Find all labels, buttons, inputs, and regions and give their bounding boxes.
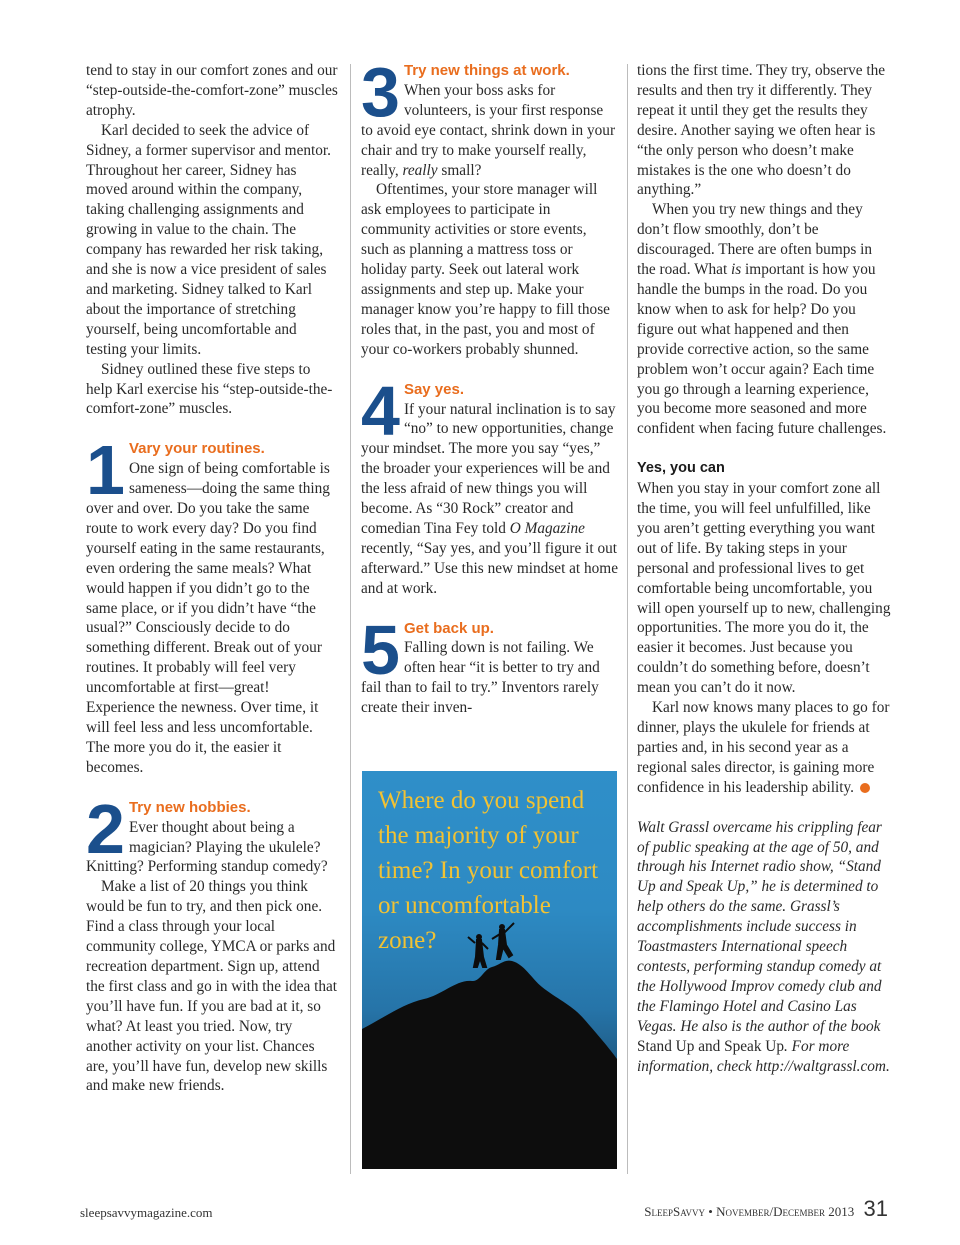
paragraph: If your natural inclination is to say “no” to new opportunities, change your mindset. The more you say “yes,” the broader your experiences will be and the less afraid of new things you will become. As “30 Rock” creator and comedian Tina Fey told O Magazine recently, “Say yes, and you’ll figure it out afterward.” Use this new mindset at home and at work. bbox=[361, 400, 618, 597]
paragraph: Falling down is not failing. We often hear “it is better to try and fail than to fail to try.” Inventors rarely create their inven- bbox=[361, 639, 600, 717]
paragraph: Sidney outlined these five steps to help Karl exercise his “step-outside-the-comfort-zone” muscles. bbox=[86, 360, 333, 418]
page-number: 31 bbox=[863, 1196, 888, 1221]
author-bio: Walt Grassl overcame his crippling fear of public speaking at the age of 50, and through his Internet radio show, “Stand Up and Speak Up,” he is determined to help others do the same. Grassl’s accomplishments include success in Toastmasters International speech contests, performing standup comedy at the Hollywood Improv comedy club and the Flamingo Hotel and Casino Las Vegas. He also is the author of the book Stand Up and Speak Up. For more information, check http://waltgrassl.com. bbox=[637, 818, 890, 1075]
step-4 bbox=[361, 371, 618, 599]
step-heading: Get back up. bbox=[403, 619, 494, 637]
column-1 bbox=[86, 61, 340, 1096]
step-heading: Vary your routines. bbox=[128, 440, 265, 458]
magazine-name: SleepSavvy bbox=[644, 1204, 706, 1219]
section-subhead: Yes, you can bbox=[637, 460, 725, 477]
paragraph: Make a list of 20 things you think would be fun to try, and then pick one. Find a class through your local community college, YMCA or parks and recreation department. Sign up, attend the first class and go in with the idea that you’ll have fun. If you are bad at it, so what? At least you tried. Now, try another activity on your list. Chances are, you’ll have fun, develop new skills and make new friends. bbox=[86, 878, 338, 1095]
paragraph: Karl now knows many places to go for dinner, plays the ukulele for friends at parties and, in his second year as a regional sales director, is gaining more confidence in his leadership ability. bbox=[637, 699, 890, 796]
step-2 bbox=[86, 789, 340, 1097]
issue-date: November/December 2013 bbox=[716, 1204, 855, 1219]
step-number: 2 bbox=[86, 789, 123, 868]
step-number: 3 bbox=[361, 53, 398, 131]
pull-quote: Where do you spend the majority of your time? In your comfort or uncomfortable zone? bbox=[378, 787, 599, 954]
footer-website: sleepsavvymagazine.com bbox=[80, 1205, 213, 1220]
step-5 bbox=[361, 610, 618, 719]
pull-quote-image bbox=[362, 771, 617, 1169]
step-number: 4 bbox=[361, 371, 398, 450]
step-heading: Say yes. bbox=[403, 380, 464, 398]
step-1 bbox=[86, 431, 340, 777]
column-divider-2 bbox=[627, 64, 628, 1174]
paragraph: Karl decided to seek the advice of Sidney, a former supervisor and mentor. Throughout her career, Sidney has moved around within the company, taking challenging assignments and growing in value to the chain. The company has rewarded her risk taking, and she is now a vice president of sales and marketing. Sidney talked to Karl about the importance of stretching yourself, being uncomfortable and testing your limits. bbox=[86, 121, 331, 358]
step-3 bbox=[361, 53, 618, 360]
step-heading: Try new things at work. bbox=[403, 62, 570, 79]
column-3 bbox=[637, 61, 893, 1076]
paragraph: tions the first time. They try, observe the results and then try it differently. They repeat it until they get the results they desire. Another saying we often hear is “the only person who doesn’t make mistakes is the one who doesn’t do anything.” bbox=[637, 62, 886, 199]
paragraph: Ever thought about being a magician? Playing the ukulele? Knitting? Performing standup comedy? bbox=[86, 818, 328, 876]
paragraph: When your boss asks for volunteers, is your first response to avoid eye contact, shrink down in your chair and try to make yourself really, really, really small? bbox=[361, 81, 616, 179]
step-number: 1 bbox=[86, 431, 123, 510]
paragraph: tend to stay in our comfort zones and our “step-outside-the-comfort-zone” muscles atrophy. bbox=[86, 62, 338, 119]
rock-silhouette bbox=[362, 909, 617, 1169]
footer-folio bbox=[644, 1196, 888, 1222]
step-heading: Try new hobbies. bbox=[128, 798, 251, 816]
paragraph: Oftentimes, your store manager will ask employees to participate in community activities or store events, such as planning a mattress toss or holiday party. Seek out lateral work assignments and step up. Make your manager know you’re happy to fill those roles that, in the past, you and most of your co-workers probably shunned. bbox=[361, 181, 610, 358]
end-mark-icon bbox=[860, 783, 870, 793]
paragraph: When you stay in your comfort zone all the time, you will feel unfulfilled, like you aren’t getting everything you want out of life. By taking steps in your personal and professional lives to get comfortable being uncomfortable, you will open yourself up to new, challenging opportunities. The more you do it, the easier it becomes. Just because you couldn’t do something before, doesn’t mean you can’t do it now. bbox=[637, 480, 891, 697]
paragraph: When you try new things and they don’t flow smoothly, don’t be discouraged. There are often bumps in the road. What is important is how you handle the bumps in the road. Do you know when to ask for help? Do you figure out what happened and then provide corrective action, so the same problem won’t occur again? Each time you go through a learning experience, you become more seasoned and more confident when facing future challenges. bbox=[637, 201, 887, 438]
column-2 bbox=[361, 53, 618, 718]
paragraph: One sign of being comfortable is sameness—doing the same thing over and over. Do you take the same route to work every day? Do you find yourself eating in the same restaurants, even ordering the same meals? What would happen if you didn’t go to the same place, or if you didn’t have “the usual?” Consciously decide to do something different. Break out of your routines. It probably will feel very uncomfortable at first—great! Experience the newness. Over time, it will feel less and less uncomfortable. The more you do it, the easier it becomes. bbox=[86, 460, 330, 776]
separator: • bbox=[708, 1204, 713, 1219]
column-divider-1 bbox=[350, 64, 351, 1174]
step-number: 5 bbox=[361, 610, 398, 689]
